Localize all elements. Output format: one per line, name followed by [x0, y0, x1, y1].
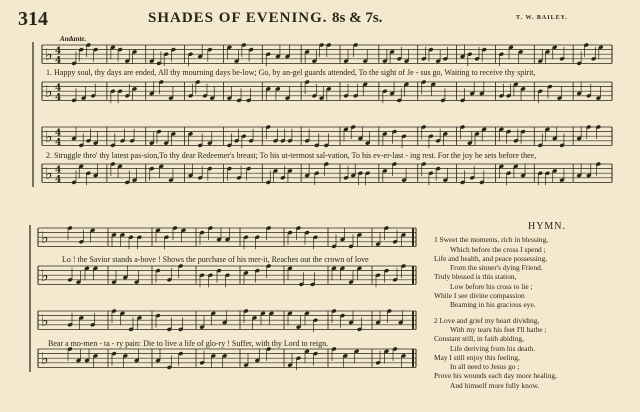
hymn-stanza-1	[434, 235, 634, 309]
clef-icon: ♭	[41, 349, 49, 368]
stanza-line: Life deriving from his death.	[450, 343, 536, 353]
stanza-line: Truly blessed is this station,	[434, 272, 517, 282]
stanza-line: While I see divine compassion	[434, 291, 525, 301]
hymn-tune-title: SHADES OF EVENING.	[148, 10, 328, 26]
tempo-marking: Andante.	[60, 35, 87, 43]
stanza-line: Prove his wounds each day more healing,	[434, 371, 557, 381]
stanza-line: Life and health, and peace possessing,	[434, 253, 548, 263]
stanza-line: In all need to Jesus go ;	[450, 362, 520, 372]
time-signature-bottom: 4	[55, 138, 62, 148]
time-signature-bottom: 4	[55, 56, 62, 66]
stanza-line: And himself more fully know.	[450, 380, 540, 390]
time-signature-top: 4	[55, 83, 62, 94]
stanza-line: Low before his cross to lie ;	[450, 281, 533, 291]
time-signature-bottom: 4	[55, 175, 62, 185]
meter-marking: 8s & 7s.	[332, 10, 383, 26]
hymn-text-block	[434, 222, 634, 396]
clef-icon: ♭	[45, 82, 53, 101]
time-signature-top: 4	[55, 165, 62, 176]
stanza-line: 1 Sweet the moments, rich in blessing,	[434, 235, 549, 245]
clef-icon: ♭	[45, 127, 53, 146]
lyric-line-3: Lo ! the Savior stands a-bove ! Shows the purchase of his mer-it, Reaches out the crown of love	[62, 255, 369, 264]
lyric-line-1: 1. Happy soul, thy days are ended, All thy mourning days be-low; Go, by an-gel guards attended, To the sight of Je - sus go, Waiting to receive thy spirit,	[46, 68, 536, 77]
stanza-line: Constant still, in faith abiding,	[434, 334, 524, 344]
time-signature-top: 4	[55, 128, 62, 139]
stanza-line: Beaming in his gracious eye.	[450, 300, 536, 310]
lyric-line-2: 2. Struggle thro' thy latest pas-sion,To thy dear Redeemer's breast; To his ut-termost sal-vation, To his ev-er-last - ing rest. For the joy he sets before thee,	[46, 151, 537, 160]
clef-icon: ♭	[41, 311, 49, 330]
stanza-line: 2 Love and grief my heart dividing,	[434, 315, 540, 325]
stanza-line: With my tears his feet I'll bathe ;	[450, 324, 547, 334]
hymn-heading: HYMN.	[527, 221, 567, 232]
hymn-stanza-2	[434, 316, 634, 390]
clef-icon: ♭	[45, 164, 53, 183]
time-signature-top: 4	[55, 46, 62, 57]
clef-icon: ♭	[41, 228, 49, 247]
clef-icon: ♭	[45, 45, 53, 64]
time-signature-bottom: 4	[55, 93, 62, 103]
page-number: 314	[18, 8, 48, 30]
composer-credit: T. W. BAILEY.	[516, 15, 568, 21]
stanza-line: May I still enjoy this feeling,	[434, 352, 520, 362]
clef-icon: ♭	[41, 266, 49, 285]
lyric-line-4: Bear a mo-men - ta - ry pain: Die to live a life of glo-ry ! Suffer, with thy Lord to reign.	[48, 339, 329, 348]
stanza-line: From the sinner's dying Friend.	[450, 263, 543, 273]
stanza-line: Which before the cross I spend ;	[450, 244, 546, 254]
